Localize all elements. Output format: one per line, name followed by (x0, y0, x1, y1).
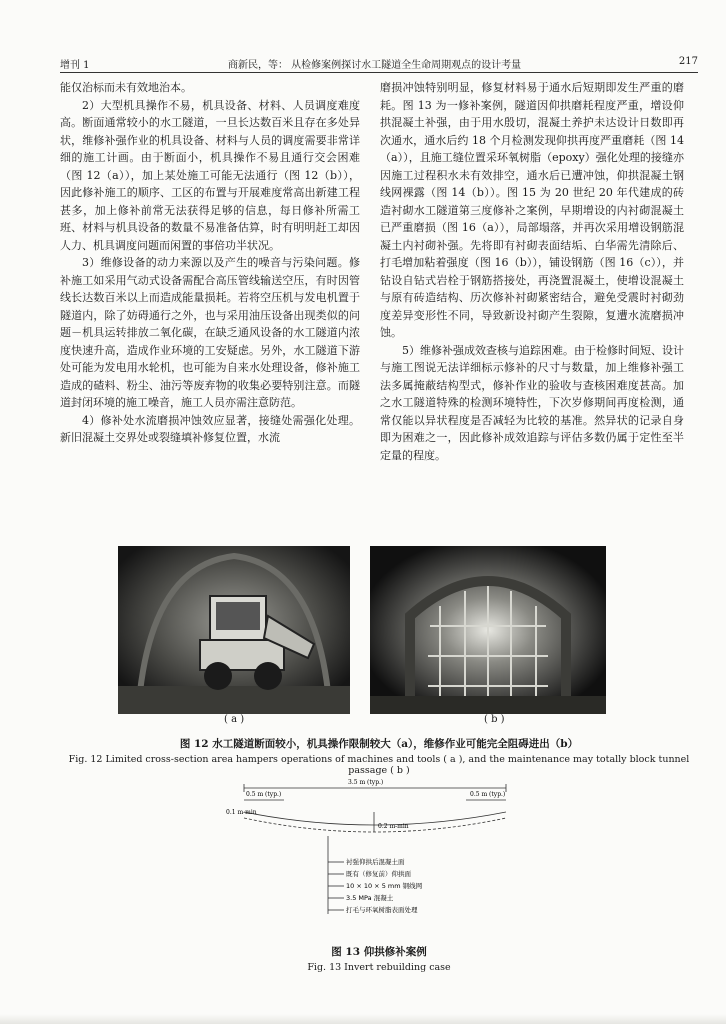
dim-right-label: 0.5 m (typ.) (470, 791, 506, 798)
subfigure-label-b: ( b ) (484, 714, 505, 725)
figure13-caption-en: Fig. 13 Invert rebuilding case (307, 962, 451, 973)
paragraph: 能仅治标而未有效地治本。 (60, 81, 192, 94)
paragraph: 3）维修设备的动力来源以及产生的噪音与污染问题。修补施工如采用气动式设备需配合高压管线输送空压，有时因管线长达数百米以上而造成能量损耗。若将空压机与发电机置于隧道内，除了妨碍通行之外，也与采用油压设备出现类似的问题－机具运转排放二氧化碳，在缺乏通风设备的水工隧道内浓度快速升高，造成作业环境的工安疑虑。另外，水工隧道下游处可能为发电用水轮机，也可能为自来水处理设备，修补施工造成的碴料、粉尘、油污等废弃物的收集必要特别注意。而隧道封闭环境的施工噪音，施工人员亦需注意防范。 (60, 256, 360, 409)
running-header (60, 52, 698, 72)
invert-rebuilding-diagram (224, 776, 524, 936)
right-column (380, 79, 684, 464)
dim-center-label: 0.2 m-min (378, 823, 409, 830)
page-number: 217 (678, 56, 698, 67)
dim-left-label: 0.5 m (typ.) (246, 791, 282, 798)
layer-label: 3.5 MPa 混凝土 (346, 894, 394, 902)
layer-label: 10 × 10 × 5 mm 钢线网 (346, 882, 423, 890)
blocked-tunnel-photo (370, 546, 606, 714)
figure12-caption-zh: 图 12 水工隧道断面较小，机具操作限制较大（a），维修作业可能完全阻碍进出（b） (179, 738, 579, 750)
paragraph: 5）维修补强成效查核与追踪困难。由于检修时间短、设计与施工图说无法详细标示修补的尺寸与数量，加上维修补强工法多属掩蔽结构型式，修补作业的验收与查核困难度甚高。加之水工隧道特殊的检测环境特性，下次岁修期间再度检测，通常仅能以异状程度是否减轻为比较的基准。然异状的记录自身即为困难之一，因此修补成效追踪与评估多数仍属于定性至半定量的程度。 (380, 343, 684, 462)
subfigure-label-a: ( a ) (224, 714, 245, 725)
tunnel-loader-photo (118, 546, 350, 714)
paragraph: 2）大型机具操作不易，机具设备、材料、人员调度难度高。断面通常较小的水工隧道，一旦长达数百米且存在多处异状，维修补强作业的机具设备、材料与人员的调度需要非常详细的施工计画。由于断面小，机具操作不易且通行交会困难（图 12（a）），加上某处施工可能无法通行（图 12（b）），因此修补施工的顺序、工区的布置与开展难度常高出新建工程甚多，加上修补前常无法获得足够的信息，每日修补所需工班、材料与机具设备的数量不易准备估算，时有明明赶工却因人力、机具调度问题而闲置的事倍功半状况。 (60, 98, 360, 252)
article-running-title: 商新民，等： 从检修案例探讨水工隧道全生命周期观点的设计考量 (228, 60, 522, 71)
left-column (60, 79, 360, 447)
header-rule (60, 72, 698, 73)
layer-label: 既有（修复前）仰拱面 (346, 870, 411, 878)
dim-side-label: 0.1 m-min (226, 809, 257, 816)
paragraph: 4）修补处水流磨损冲蚀效应显著，接缝处需强化处理。新旧混凝土交界处或裂缝填补修复位置，水流 (60, 413, 360, 444)
journal-issue: 增刊 1 (60, 60, 90, 71)
scan-edge (0, 1014, 726, 1024)
figure12-caption-en: Fig. 12 Limited cross-section area hampers operations of machines and tools ( a ), and the maintenance may totally block tunnel passage ( b ) (68, 754, 690, 776)
paragraph: 磨损冲蚀特别明显，修复材料易于通水后短期即发生严重的磨耗。图 13 为一修补案例，隧道因仰拱磨耗程度严重，增设仰拱混凝土补强，由于用水殷切，混凝土养护未达设计日数即再次通水，通水后约 18 个月检测发现仰拱再度严重磨耗（图 14（a）），且施工缝位置采环氧树脂（epoxy）强化处理的接缝亦因施工过程积水未有效排空，通水后已遭冲蚀，仰拱混凝土钢线网裸露（图 14（b））。图 15 为 20 世纪 20 年代建成的砖造衬砌水工隧道第三度修补之案例，早期增设的内衬砌混凝土已严重磨损（图 16（a）），局部塌落，并再次采用增设钢筋混凝土内衬砌补强。先将即有衬砌表面结垢、白华需先清除后、打毛增加粘着强度（图 16（b）），铺设钢筋（图 16（c）），并钻设自钻式岩栓于钢筋搭接处，再浇置混凝土，使增设混凝土与原有砖造结构、历次修补衬砌紧密结合，避免受震时衬砌劲度差异变形性不同，导致新设衬砌产生裂隙，复遭水流磨损冲蚀。 (380, 81, 684, 339)
layer-label: 打毛与环氧树脂表面处理 (346, 906, 418, 914)
layer-label: 衬强仰拱后混凝土面 (346, 858, 405, 866)
dim-top-label: 3.5 m (typ.) (348, 779, 384, 786)
figure13-caption-zh: 图 13 仰拱修补案例 (331, 946, 427, 958)
